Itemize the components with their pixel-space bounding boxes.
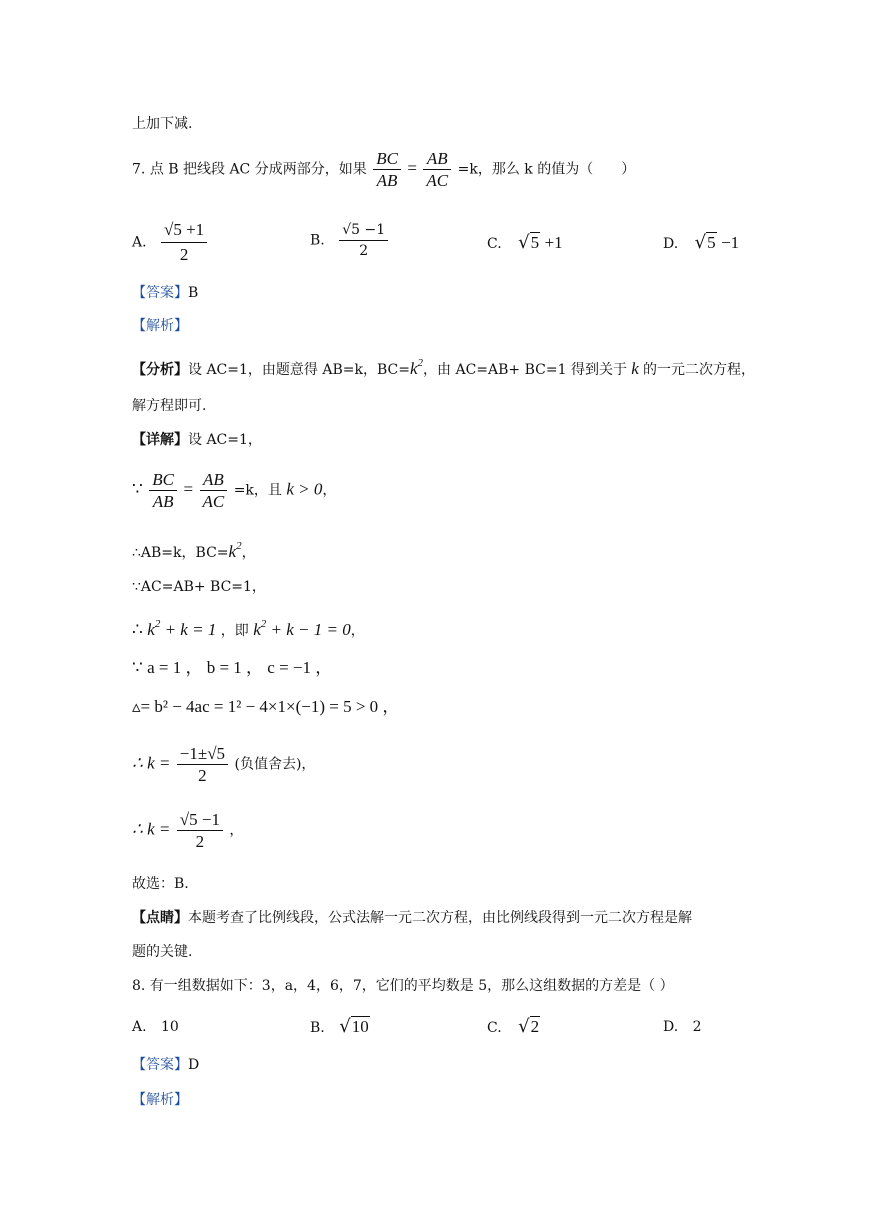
option-value: 2	[692, 1019, 702, 1035]
option-label: C.	[487, 1020, 502, 1036]
option-label: B.	[310, 1020, 325, 1036]
option-label: D.	[663, 1019, 679, 1035]
k-equals: ∴ k =	[132, 753, 171, 773]
dianjing-text: 本题考查了比例线段，公式法解一元二次方程，由比例线段得到一元二次方程是解	[188, 910, 692, 926]
step-3: ∵AC=AB+ BC=1，	[132, 579, 266, 595]
conclusion: 故选：B.	[132, 876, 189, 892]
k-squared: $k^2$	[409, 357, 424, 378]
step-text: ，	[322, 482, 337, 499]
step-text: =k，且	[233, 482, 282, 499]
step-text: ，	[229, 822, 244, 839]
answer-value: B	[188, 285, 199, 301]
analysis-tag: 【解析】	[132, 318, 188, 334]
option-label: B.	[310, 232, 325, 249]
step-7	[132, 745, 315, 784]
fenxi-text: ，由 AC=AB+ BC=1 得到关于	[423, 362, 627, 378]
option-value: 10	[161, 1019, 179, 1035]
step-text: (负值舍去)，	[234, 756, 316, 773]
question-number: 7.	[132, 161, 146, 178]
comment-paragraph-2: 题的关键.	[132, 944, 193, 960]
option-label: A.	[132, 1019, 147, 1035]
option-d	[663, 1019, 702, 1035]
equation-2: $k^2 + k - 1 = 0$	[253, 618, 351, 639]
step-8	[132, 811, 243, 850]
question-8-stem: 8. 有一组数据如下：3，a，4，6，7，它们的平均数是 5，那么这组数据的方差是（ ）	[132, 978, 674, 994]
option-label: C.	[487, 236, 502, 252]
option-c: C. √5 +1	[487, 232, 563, 253]
fenxi-tag: 【分析】	[132, 362, 188, 378]
equation-1: $k^2 + k = 1$	[147, 618, 217, 639]
carry-over-text: 上加下减.	[132, 116, 193, 132]
sqrt-expression: √2	[518, 1016, 540, 1037]
stem-text: 点 B 把线段 AC 分成两部分，如果	[149, 161, 367, 178]
dianjing-tag: 【点睛】	[132, 910, 188, 926]
option-b	[310, 1016, 370, 1037]
fraction-bc-ab: $\frac{BC}{AB}$	[373, 150, 401, 189]
step-1	[132, 471, 336, 510]
answer-value: D	[188, 1057, 200, 1073]
k-equals: ∴ k =	[132, 819, 171, 839]
k-variable: k	[626, 359, 643, 378]
analysis-paragraph	[132, 358, 755, 377]
because-symbol: ∵	[132, 479, 143, 499]
answer-tag: 【答案】	[132, 285, 188, 301]
xiangjie-text: 设 AC=1，	[188, 432, 262, 448]
root-fraction: $\frac{√5 -1}{2}$	[177, 811, 223, 850]
analysis-tag-8: 【解析】	[132, 1092, 188, 1108]
xiangjie-tag: 【详解】	[132, 432, 188, 448]
fenxi-text: 的一元二次方程，	[643, 362, 755, 378]
fraction-ab-ac: $\frac{AB}{AC}$	[200, 471, 228, 510]
answer-tag: 【答案】	[132, 1057, 188, 1073]
condition: k > 0	[286, 479, 323, 499]
option-b	[310, 222, 390, 259]
answer-line-8	[132, 1058, 199, 1072]
analysis-paragraph-2: 解方程即可.	[132, 398, 207, 414]
root-fraction: $\frac{-1\pm√5}{2}$	[177, 745, 228, 784]
fraction-ab-ac: $\frac{AB}{AC}$	[423, 150, 451, 189]
option-d: D. √5 −1	[663, 232, 740, 253]
k-squared: $k^2$	[228, 540, 242, 561]
option-a	[132, 1019, 179, 1035]
option-fraction: $\frac{√5 +1}{2}$	[161, 220, 207, 265]
option-c	[487, 1016, 540, 1037]
answer-line	[132, 286, 198, 300]
sqrt-expression: √10	[339, 1016, 369, 1037]
step-text: ，即	[220, 623, 249, 639]
option-label: A.	[132, 234, 147, 251]
sqrt-expression: √5	[518, 232, 540, 253]
detail-paragraph	[132, 433, 262, 447]
fenxi-text: 设 AC=1，由题意得 AB=k，BC=	[188, 362, 410, 378]
step-2: ∴AB=k，$BC=k^2$，	[132, 540, 256, 561]
sqrt-expression: √5	[694, 232, 716, 253]
step-5: ∵ a = 1 ， b = 1 ， c = −1 ，	[132, 658, 333, 677]
step-text: ∴AB=k，BC=	[132, 545, 229, 561]
option-a	[132, 220, 209, 265]
equals-sign: =	[407, 158, 417, 178]
stem-text-end: =k，那么 k 的值为（ ）	[457, 161, 636, 178]
equals-sign: =	[183, 479, 194, 499]
step-6: ▵= b² − 4ac = 1² − 4×1×(−1) = 5 > 0 ，	[132, 697, 400, 716]
option-label: D.	[663, 236, 679, 252]
fraction-bc-ab: $\frac{BC}{AB}$	[149, 471, 177, 510]
comment-paragraph	[132, 911, 692, 925]
step-4: ∴ $k^2 + k = 1$ ，即 $k^2 + k - 1 = 0$，	[132, 618, 365, 639]
question-7-stem	[132, 150, 635, 189]
therefore-symbol: ∴	[132, 620, 143, 639]
option-fraction: $\frac{√5 -1}{2}$	[339, 222, 388, 259]
